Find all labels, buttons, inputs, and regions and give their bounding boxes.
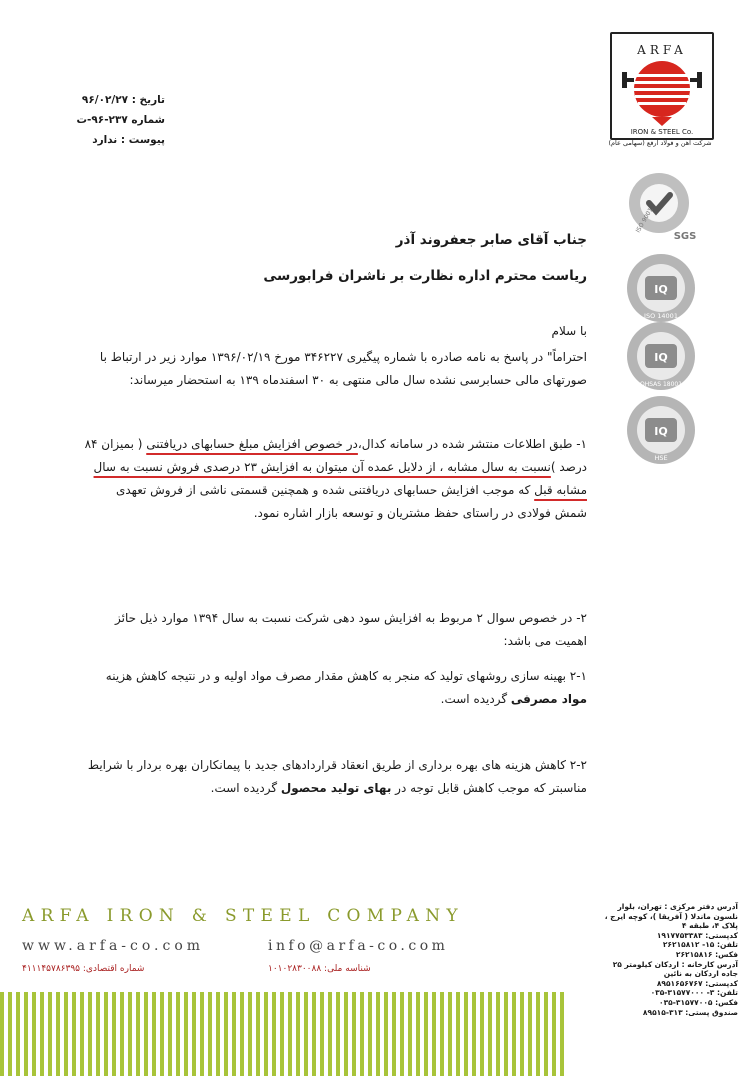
iso14001-badge (623, 250, 701, 328)
item-2-2-text-a: ۲-۲ کاهش هزینه های بهره برداری از طریق انعقاد قراردادهای جدید با پیمانکاران بهره بردار با شرایط مناسبتر که موجب کاهش قابل توجه در (87, 758, 587, 795)
letter-date: تاریخ : ۹۶/۰۲/۲۷ (81, 94, 165, 106)
letter-meta (40, 90, 165, 150)
recipient-name: جناب آقای صابر جعفروند آذر (395, 232, 587, 248)
item-1-paragraph (82, 433, 587, 525)
arfa-logo (610, 32, 714, 140)
item-1-text-b: ( بمیزان ۸۴ درصد ) (84, 437, 587, 474)
letter-attachment: پیوست : ندارد (92, 134, 165, 146)
address-line: کدپستی: ۸۹۵۱۶۵۶۷۶۷ (656, 978, 738, 988)
logo-brand-text: ARFA (637, 43, 687, 57)
footer-economic-number: شماره اقتصادی: ۴۱۱۱۴۵۷۸۶۳۹۵ (22, 964, 145, 974)
greeting: با سلام (551, 324, 587, 338)
item-1-underlined-b: نسبت به سال مشابه ، از دلایل عمده آن میتوان به افزایش ۲۳ درصدی فروش نسبت به سال مشابه قبل (93, 460, 587, 497)
ohsas-badge (623, 318, 701, 396)
address-line: تلفن: ۱۵- ۲۶۲۱۵۸۱۲ (662, 940, 738, 950)
item-2-1-text-a: ۲-۱ بهینه سازی روشهای تولید که منجر به کاهش مقدار مصرف مواد اولیه و در نتیجه کاهش هزینه (105, 669, 587, 683)
footer-stripe-band (0, 992, 568, 1076)
address-line: جاده اردکان به نائین (663, 969, 738, 979)
sgs-badge (623, 165, 701, 243)
letter-number: شماره ۲۳۷-۹۶-ت (76, 114, 165, 126)
address-line: تلفن: ۳- ۳۱۵۷۷۰۰۰-۰۳۵ (650, 988, 738, 998)
address-line: فکس: ۳۱۵۷۷۰۰۵-۰۳۵ (659, 997, 738, 1007)
address-line: کدپستی: ۱۹۱۷۷۵۳۳۸۳ (656, 930, 738, 940)
item-2-2-text-b: گردیده است. (210, 781, 281, 795)
ladle-icon (622, 61, 702, 126)
item-1-text-a: ۱- طبق اطلاعات منتشر شده در سامانه کدال، (357, 437, 587, 451)
svg-text:ISO 14001: ISO 14001 (644, 312, 678, 320)
item-2-1-paragraph (82, 665, 587, 711)
address-line: آدرس دفتر مرکزی : تهران، بلوار (617, 902, 738, 911)
svg-text:OHSAS 18001: OHSAS 18001 (639, 381, 683, 388)
svg-text:ISO 9001: ISO 9001 (634, 206, 655, 234)
svg-text:IQ: IQ (654, 425, 668, 438)
address-line: آدرس کارخانه : اردکان کیلومتر ۲۵ (612, 959, 738, 969)
address-line: فکس: ۲۶۲۱۵۸۱۶ (675, 949, 738, 959)
footer-national-id: شناسه ملی: ۱۰۱۰۲۸۳۰۰۸۸ (268, 964, 371, 974)
footer-website[interactable]: www.arfa-co.com (22, 938, 205, 954)
svg-text:SGS: SGS (673, 231, 697, 242)
item-2-1-text-b: گردیده است. (440, 692, 511, 706)
footer-email[interactable]: info@arfa-co.com (268, 938, 449, 954)
logo-sub-text: IRON & STEEL Co. (630, 128, 694, 136)
hse-badge (623, 392, 701, 470)
item-2-paragraph: ۲- در خصوص سوال ۲ مربوط به افزایش سود دهی شرکت نسبت به سال ۱۳۹۴ موارد ذیل حائز اهمیت می باشد: (115, 611, 587, 648)
address-line: صندوق پستی: ۳۱۳-۸۹۵۱۵ (642, 1007, 738, 1017)
svg-text:HSE: HSE (654, 454, 668, 462)
svg-text:IQ: IQ (654, 283, 668, 296)
footer-company-name: ARFA IRON & STEEL COMPANY (22, 906, 464, 926)
intro-paragraph: احتراماً" در پاسخ به نامه صادره با شماره پیگیری ۳۴۶۲۲۷ مورخ ۱۳۹۶/۰۲/۱۹ موارد زیر در ارتباط با صورتهای مالی حسابرسی نشده سال مالی منتهی به ۳۰ اسفندماه ۱۳۹ به استحضار میرساند: (99, 350, 587, 387)
footer-address (570, 902, 738, 1017)
recipient-title: ریاست محترم اداره نظارت بر ناشران فرابورسی (263, 268, 587, 284)
item-1-underlined-a: در خصوص افزایش مبلغ حسابهای دریافتنی (146, 437, 358, 451)
svg-text:IQ: IQ (654, 351, 668, 364)
item-2-2-paragraph (82, 754, 587, 800)
address-line: نلسون ماندلا ( آفریقا )، کوچه ایرج ، (604, 911, 738, 921)
logo-caption: شرکت آهن و فولاد ارفع (سهامی عام) (608, 139, 712, 147)
item-2-1-bold: مواد مصرفی (510, 692, 587, 706)
item-2-2-bold: بهای تولید محصول (280, 781, 392, 795)
address-line: پلاک ۴، طبقه ۴ (681, 921, 738, 931)
item-1-text-c: که موجب افزایش حسابهای دریافتنی شده و همچنین قسمتی ناشی از فروش تعهدی شمش فولادی در راستای حفظ مشتریان و توسعه بازار اشاره نمود. (115, 483, 587, 520)
